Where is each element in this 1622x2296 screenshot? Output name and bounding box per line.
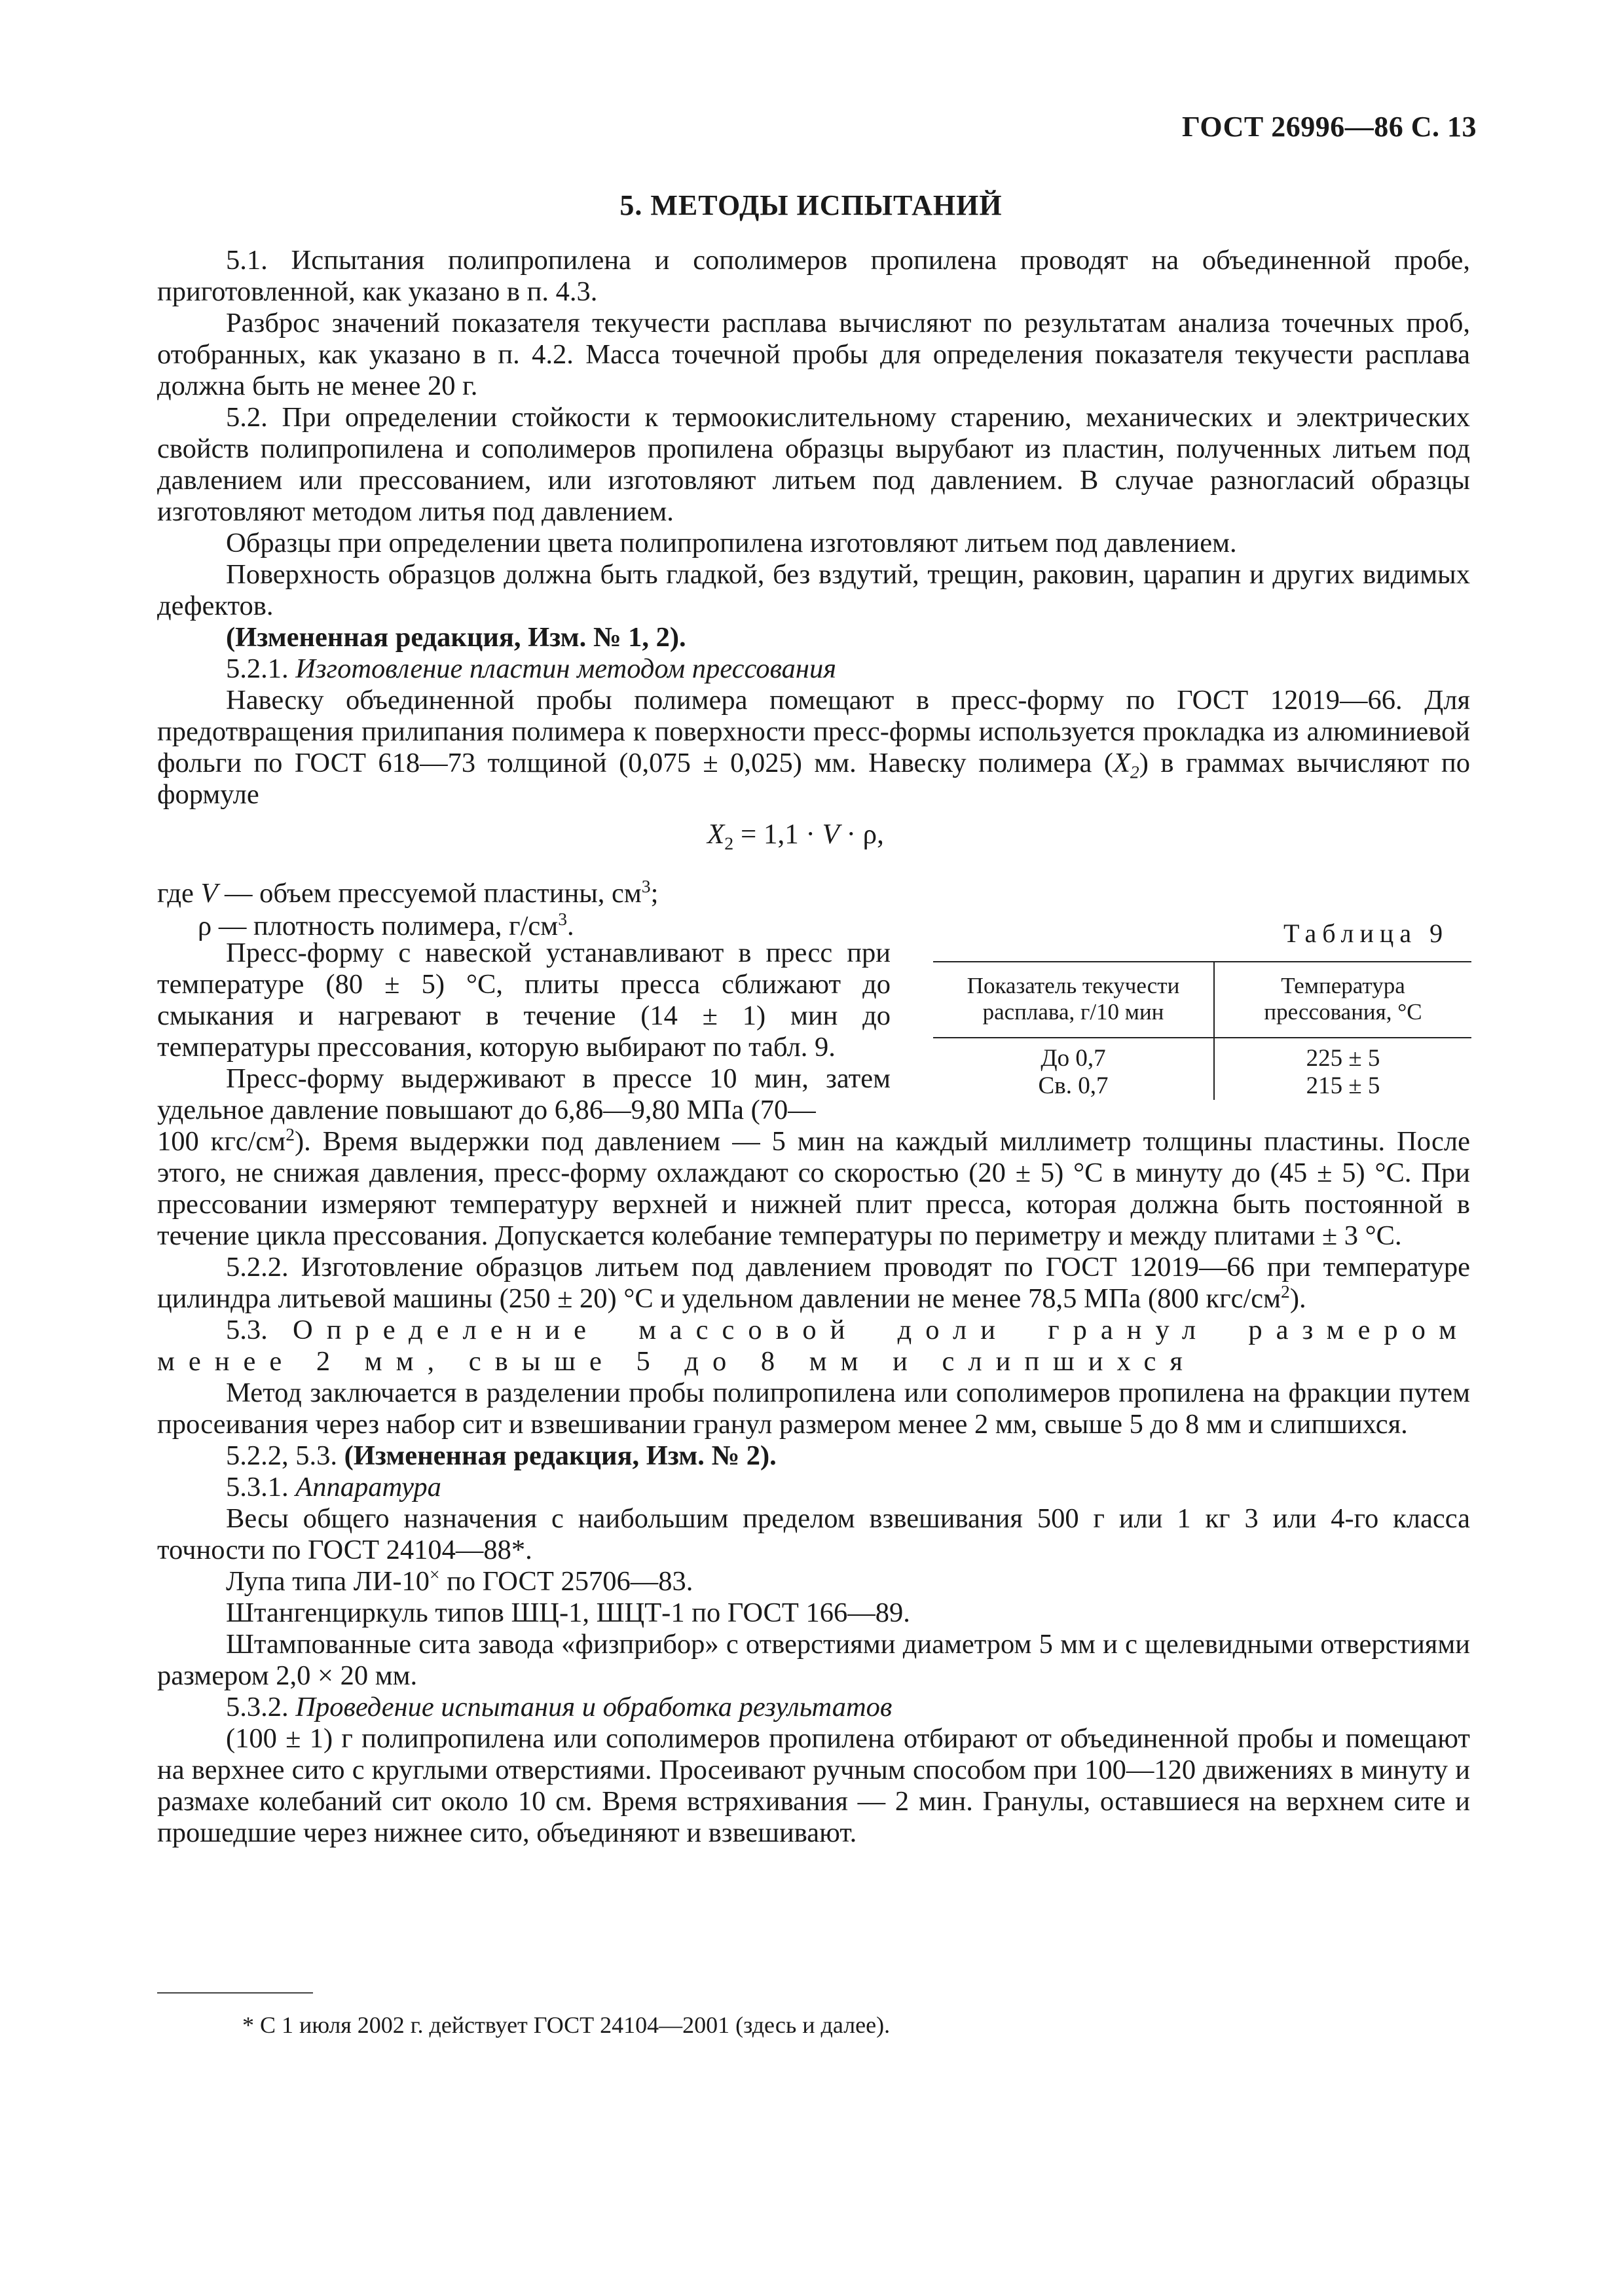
page-header: ГОСТ 26996—86 С. 13 (1181, 111, 1477, 143)
body-block-1 (157, 245, 1470, 811)
table-header-row (933, 962, 1471, 1038)
table-header-temperature: Температура прессования, °С (1214, 962, 1471, 1038)
paragraph-5-2: 5.2. При определении стойкости к термоокислительному старению, механических и электрических свойств полипропилена и сополимеров пропилена образцы вырубают из пластин, полученных литьем под давлением или прессованием, или изготовляют литьем под давлением. В случае разногласий образцы изготовляют методом литья под давлением. (157, 402, 1470, 527)
paragraph-press-continued: 100 кгс/$см^2$). Время выдержки под давлением — 5 мин на каждый миллиметр толщины пластины. После этого, не снижая давления, пресс-форму охлаждают со скоростью (20 ± 5) °С в минуту до (45 ± 5) °С. При прессовании измеряют температуру верхней и нижней плит пресса, которая должна быть постоянной в течение цикла прессования. Допускается колебание температуры по периметру и между плитами ± 3 °С. (157, 1123, 1470, 1251)
left-column-text (157, 938, 891, 1126)
paragraph-method: Метод заключается в разделении пробы полипропилена или сополимеров пропилена на фракции путем просеивания через набор сит и взвешивании гранул размером менее 2 мм, свыше 5 до 8 мм и слипшихся. (157, 1377, 1470, 1440)
list-item-caliper: Штангенциркуль типов ШЦ-1, ШЦТ-1 по ГОСТ 166—89. (226, 1597, 910, 1628)
legend-line-rho: ρ — плотность полимера, $г/см^3$. (198, 908, 574, 941)
subsection-title: Изготовление пластин методом прессования (295, 653, 836, 684)
footnote: * С 1 июля 2002 г. действует ГОСТ 24104—2001 (здесь и далее). (242, 2012, 891, 2038)
paragraph-5-1: 5.1. Испытания полипропилена и сополимеров пропилена проводят на объединенной пробе, приготовленной, как указано в п. 4.3. (157, 245, 1470, 307)
table-cell: 225 ± 5 (1306, 1045, 1380, 1072)
paragraph-5-2-2: 5.2.2. Изготовление образцов литьем под давлением проводят по ГОСТ 12019—66 при температуре цилиндра литьевой машины (250 ± 20) °С и удельном давлении не менее 78,5 МПа (800 кгс/$см^2$). (157, 1252, 1470, 1314)
table-cell: Св. 0,7 (933, 1072, 1214, 1100)
subsection-5-3-2: 5.3.2. Проведение испытания и обработка результатов (226, 1692, 893, 1722)
subsection-5-3-1: 5.3.1. Аппаратура (226, 1472, 441, 1503)
section-title: 5. МЕТОДЫ ИСПЫТАНИЙ (619, 189, 1003, 221)
amendment-note-1: (Измененная редакция, Изм. № 1, 2). (226, 622, 686, 653)
subsection-5-2-1: 5.2.1. Изготовление пластин методом прессования (226, 653, 836, 684)
table-9 (933, 961, 1471, 1100)
footnote-divider (157, 1992, 313, 1994)
formula: $X_2 = 1,1 \cdot V \cdot \rho$, (707, 819, 884, 854)
paragraph-procedure: (100 ± 1) г полипропилена или сополимеров пропилена отбирают от объединенной пробы и помещают на верхнее сито с круглыми отверстиями. Просеивают ручным способом при 100—120 движениях в минуту и размахе колебаний сит около 10 см. Время встряхивания — 2 мин. Гранулы, оставшиеся на верхнем сите и прошедшие через нижнее сито, объединяют и взвешивают. (157, 1723, 1470, 1848)
subsection-title-spaced: Определение массовой доли гранул размером менее 2 мм, свыше 5 до 8 мм и слипшихся (157, 1315, 1471, 1377)
body-block-2 (157, 1123, 1471, 1849)
paragraph-spread: Разброс значений показателя текучести расплава вычисляют по результатам анализа точечных проб, отобранных, как указано в п. 4.2. Масса точечной пробы для определения показателя текучести расплава должна быть не менее 20 г. (157, 308, 1470, 401)
formula-legend (157, 877, 658, 943)
table-row (933, 1072, 1471, 1100)
paragraph-press-temp: Пресс-форму с навеской устанавливают в пресс при температуре (80 ± 5) °С, плиты пресса сближают до смыкания и нагревают в течение (14 ± 1) мин до температуры прессования, которую выбирают по табл. 9. (157, 938, 891, 1063)
paragraph-surface: Поверхность образцов должна быть гладкой, без вздутий, трещин, раковин, царапин и других видимых дефектов. (157, 559, 1470, 621)
legend-line-v: где V — объем прессуемой пластины, $см^3$; (157, 875, 659, 909)
table-caption: Таблица 9 (1283, 919, 1449, 948)
list-item-magnifier: Лупа типа ЛИ-10× по ГОСТ 25706—83. (226, 1563, 693, 1597)
paragraph-press-hold: Пресс-форму выдерживают в прессе 10 мин, затем удельное давление повышают до 6,86—9,80 МПа (70— (157, 1063, 891, 1125)
table-cell: 215 ± 5 (1306, 1072, 1380, 1099)
table-row (933, 1038, 1471, 1072)
amendment-note-2: 5.2.2, 5.3. (Измененная редакция, Изм. № 2). (226, 1440, 777, 1471)
table-cell: До 0,7 (933, 1038, 1214, 1072)
paragraph-color: Образцы при определении цвета полипропилена изготовляют литьем под давлением. (226, 528, 1237, 558)
list-item-sieves: Штампованные сита завода «физприбор» с отверстиями диаметром 5 мм и с щелевидными отверстиями размером 2,0 × 20 мм. (157, 1629, 1470, 1691)
x2-symbol: $X_2$ (1113, 748, 1139, 782)
table-header-flow-index: Показатель текучести расплава, г/10 мин (933, 962, 1214, 1038)
paragraph-weighing: Навеску объединенной пробы полимера помещают в пресс-форму по ГОСТ 12019—66. Для предотвращения прилипания полимера к поверхности пресс-формы используется прокладка из алюминиевой фольги по ГОСТ 618—73 толщиной (0,075 ± 0,025) мм. Навеску полимера $(X_2)$ в граммах вычисляют по формуле (157, 685, 1470, 810)
list-item-scales: Весы общего назначения с наибольшим пределом взвешивания 500 г или 1 кг 3 или 4-го класса точности по ГОСТ 24104—88*. (157, 1503, 1470, 1565)
subsection-5-3: 5.3. Определение массовой доли гранул размером менее 2 мм, свыше 5 до 8 мм и слипшихся (157, 1315, 1471, 1377)
